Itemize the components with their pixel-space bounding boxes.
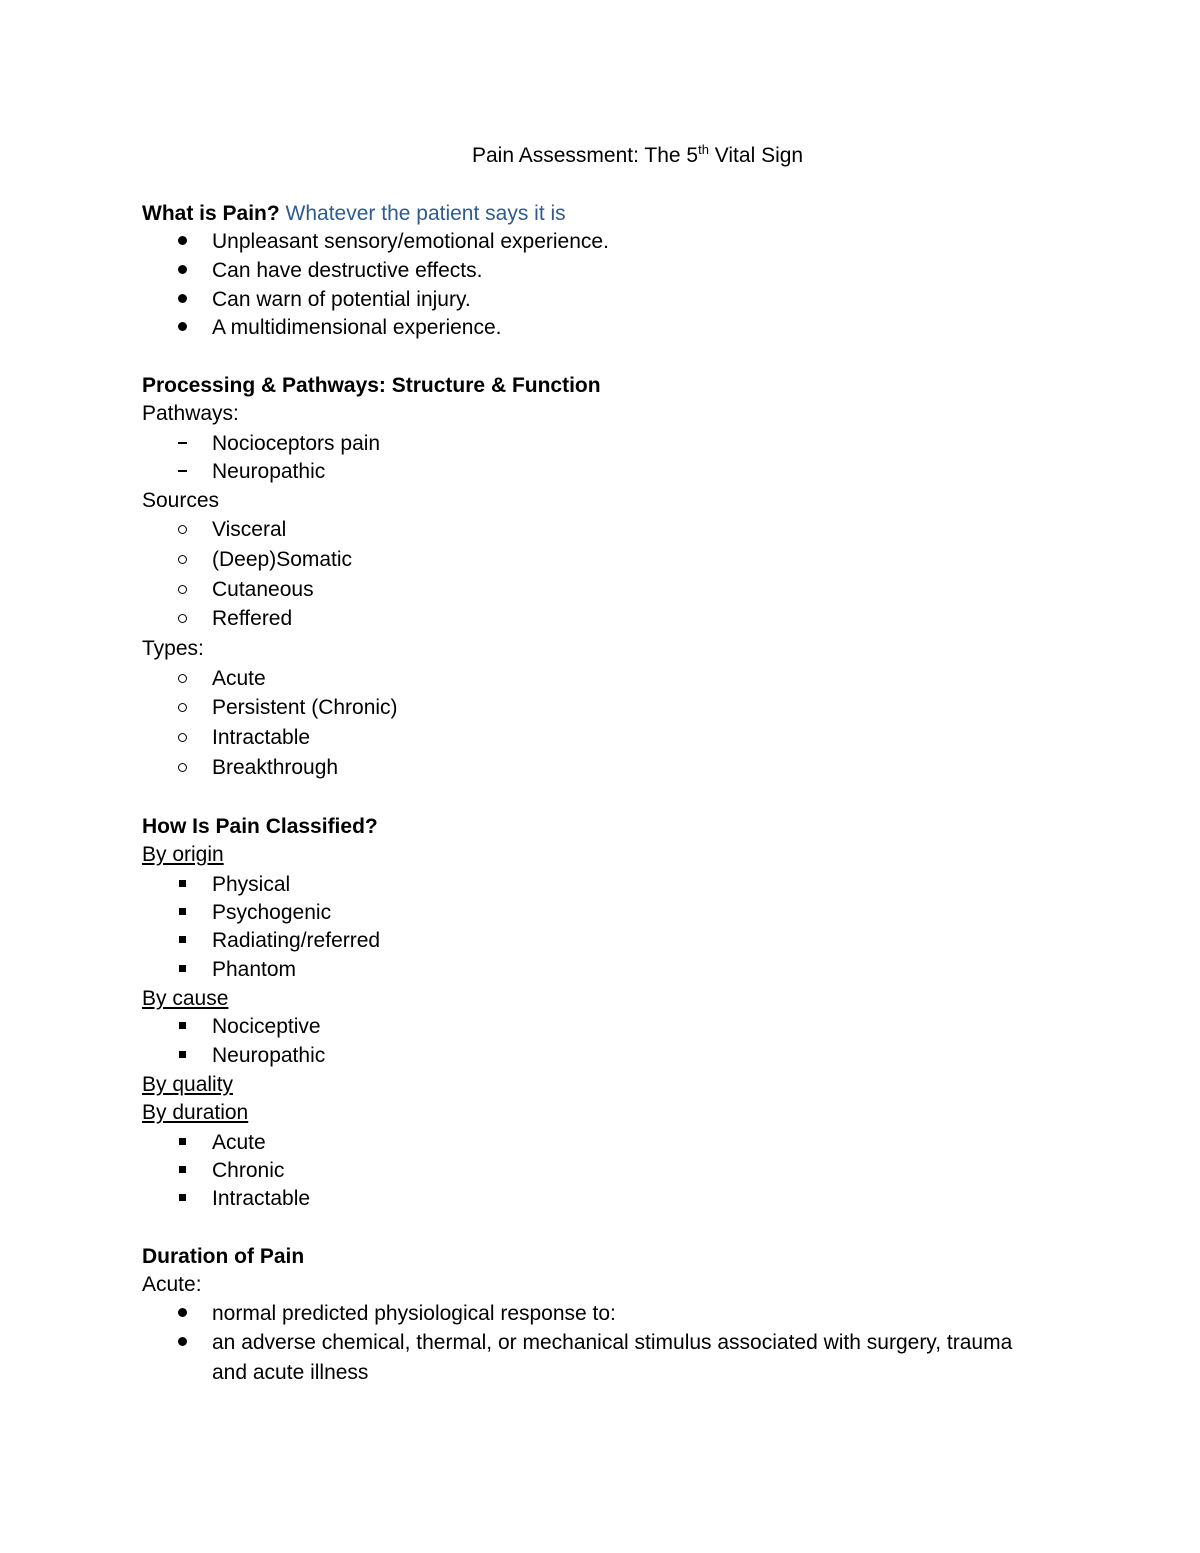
bullet-circle-icon (170, 547, 194, 573)
title-rest: Vital Sign (708, 144, 804, 167)
classified-heading: How Is Pain Classified? (142, 815, 378, 838)
bullet-square-icon (170, 928, 194, 954)
bullet-circle-icon (170, 725, 194, 751)
list-item: Nocioceptors pain (212, 432, 381, 455)
bullet-square-icon (170, 957, 194, 983)
list-item: normal predicted physiological response to: (212, 1302, 616, 1325)
by-origin-label: By origin (142, 843, 224, 866)
what-is-pain-line (142, 201, 566, 227)
list-item: Acute (212, 667, 266, 690)
bullet-square-icon (170, 1186, 194, 1212)
dash-icon (170, 459, 194, 485)
bullet-circle-icon (170, 695, 194, 721)
types-label: Types: (142, 637, 204, 660)
by-duration-label: By duration (142, 1101, 249, 1124)
acute-label: Acute: (142, 1273, 202, 1296)
list-item: Nociceptive (212, 1015, 321, 1038)
list-item: A multidimensional experience. (212, 316, 502, 339)
processing-heading: Processing & Pathways: Structure & Function (142, 374, 601, 397)
bullet-circle-icon (170, 517, 194, 543)
list-item: Unpleasant sensory/emotional experience. (212, 230, 609, 253)
list-item: Neuropathic (212, 1044, 326, 1067)
list-item: Cutaneous (212, 578, 314, 601)
bullet-dot-icon (170, 315, 194, 341)
by-quality-label: By quality (142, 1073, 234, 1096)
list-item: (Deep)Somatic (212, 548, 353, 571)
list-item: Intractable (212, 1187, 311, 1210)
list-item: Chronic (212, 1159, 285, 1182)
title-superscript: th (698, 142, 709, 157)
list-item-continuation: and acute illness (212, 1361, 369, 1384)
list-item: Neuropathic (212, 460, 326, 483)
duration-heading: Duration of Pain (142, 1245, 305, 1268)
pathways-label: Pathways: (142, 402, 239, 425)
list-item: Phantom (212, 958, 297, 981)
list-item: Can warn of potential injury. (212, 288, 471, 311)
bullet-square-icon (170, 872, 194, 898)
bullet-dot-icon (170, 229, 194, 255)
list-item: Reffered (212, 607, 293, 630)
bullet-circle-icon (170, 606, 194, 632)
bullet-square-icon (170, 1014, 194, 1040)
title-text: Pain Assessment: The 5 (472, 144, 699, 167)
bullet-circle-icon (170, 577, 194, 603)
list-item: an adverse chemical, thermal, or mechanical stimulus associated with surgery, trauma (212, 1331, 1013, 1354)
sources-label: Sources (142, 489, 220, 512)
page-title (472, 143, 803, 169)
bullet-square-icon (170, 900, 194, 926)
list-item: Physical (212, 873, 291, 896)
bullet-circle-icon (170, 666, 194, 692)
bullet-dot-icon (170, 1301, 194, 1327)
what-is-pain-answer: Whatever the patient says it is (285, 202, 566, 225)
list-item: Acute (212, 1131, 266, 1154)
list-item: Breakthrough (212, 756, 339, 779)
list-item: Visceral (212, 518, 287, 541)
list-item: Psychogenic (212, 901, 332, 924)
bullet-square-icon (170, 1043, 194, 1069)
bullet-square-icon (170, 1158, 194, 1184)
bullet-square-icon (170, 1130, 194, 1156)
bullet-dot-icon (170, 287, 194, 313)
bullet-dot-icon (170, 1330, 194, 1356)
bullet-dot-icon (170, 258, 194, 284)
bullet-circle-icon (170, 755, 194, 781)
list-item: Radiating/referred (212, 929, 381, 952)
dash-icon (170, 431, 194, 457)
list-item: Persistent (Chronic) (212, 696, 398, 719)
by-cause-label: By cause (142, 987, 229, 1010)
list-item: Intractable (212, 726, 311, 749)
list-item: Can have destructive effects. (212, 259, 483, 282)
what-is-pain-heading: What is Pain? (142, 202, 280, 225)
